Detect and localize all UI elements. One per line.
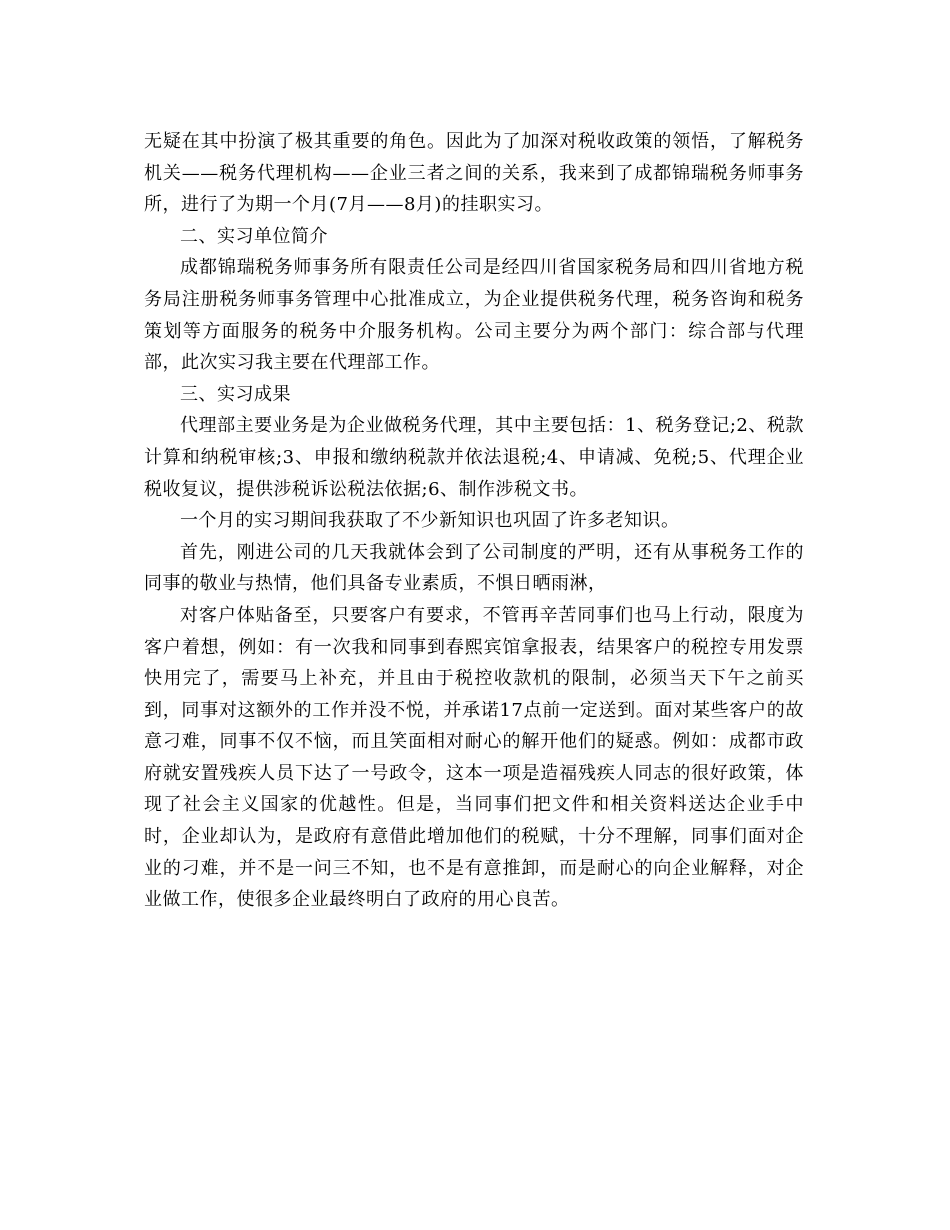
paragraph-first-impressions: 首先，刚进公司的几天我就体会到了公司制度的严明，还有从事税务工作的同事的敬业与热情，他们具备专业素质，不惧日晒雨淋， [144, 541, 804, 595]
paragraph-knowledge-gained: 一个月的实习期间我获取了不少新知识也巩固了许多老知识。 [180, 510, 680, 532]
section-heading-company-intro: 二、实习单位简介 [180, 225, 328, 247]
paragraph-client-service: 对客户体贴备至，只要客户有要求，不管再辛苦同事们也马上行动，限度为客户着想，例如：有一次我和同事到春熙宾馆拿报表，结果客户的税控专用发票快用完了，需要马上补充，并且由于税控收款机的限制，必须当天下午之前买到，同事对这额外的工作并没不悦，并承诺17点前一定送到。面对某些客户的故意刁难，同事不仅不恼，而且笑面相对耐心的解开他们的疑惑。例如：成都市政府就安置残疾人员下达了一号政令，这本一项是造福残疾人同志的很好政策，体现了社会主义国家的优越性。但是，当同事们把文件和相关资料送达企业手中时，企业却认为，是政府有意借此增加他们的税赋，十分不理解，同事们面对企业的刁难，并不是一问三不知，也不是有意推卸，而是耐心的向企业解释，对企业做工作，使很多企业最终明白了政府的用心良苦。 [144, 604, 804, 911]
paragraph-company-description: 成都锦瑞税务师事务所有限责任公司是经四川省国家税务局和四川省地方税务局注册税务师事务管理中心批准成立，为企业提供税务代理，税务咨询和税务策划等方面服务的税务中介服务机构。公司主要分为两个部门：综合部与代理部，此次实习我主要在代理部工作。 [144, 257, 804, 374]
section-heading-results: 三、实习成果 [180, 383, 291, 405]
paragraph-intro-continued: 无疑在其中扮演了极其重要的角色。因此为了加深对税收政策的领悟，了解税务机关——税务代理机构——企业三者之间的关系，我来到了成都锦瑞税务师事务所，进行了为期一个月(7月——8月)的挂职实习。 [144, 131, 804, 216]
document-body [144, 126, 804, 916]
paragraph-agency-business: 代理部主要业务是为企业做税务代理，其中主要包括：1、税务登记;2、税款计算和纳税审核;3、申报和缴纳税款并依法退税;4、申请减、免税;5、代理企业税收复议，提供涉税诉讼税法依据;6、制作涉税文书。 [144, 415, 804, 500]
